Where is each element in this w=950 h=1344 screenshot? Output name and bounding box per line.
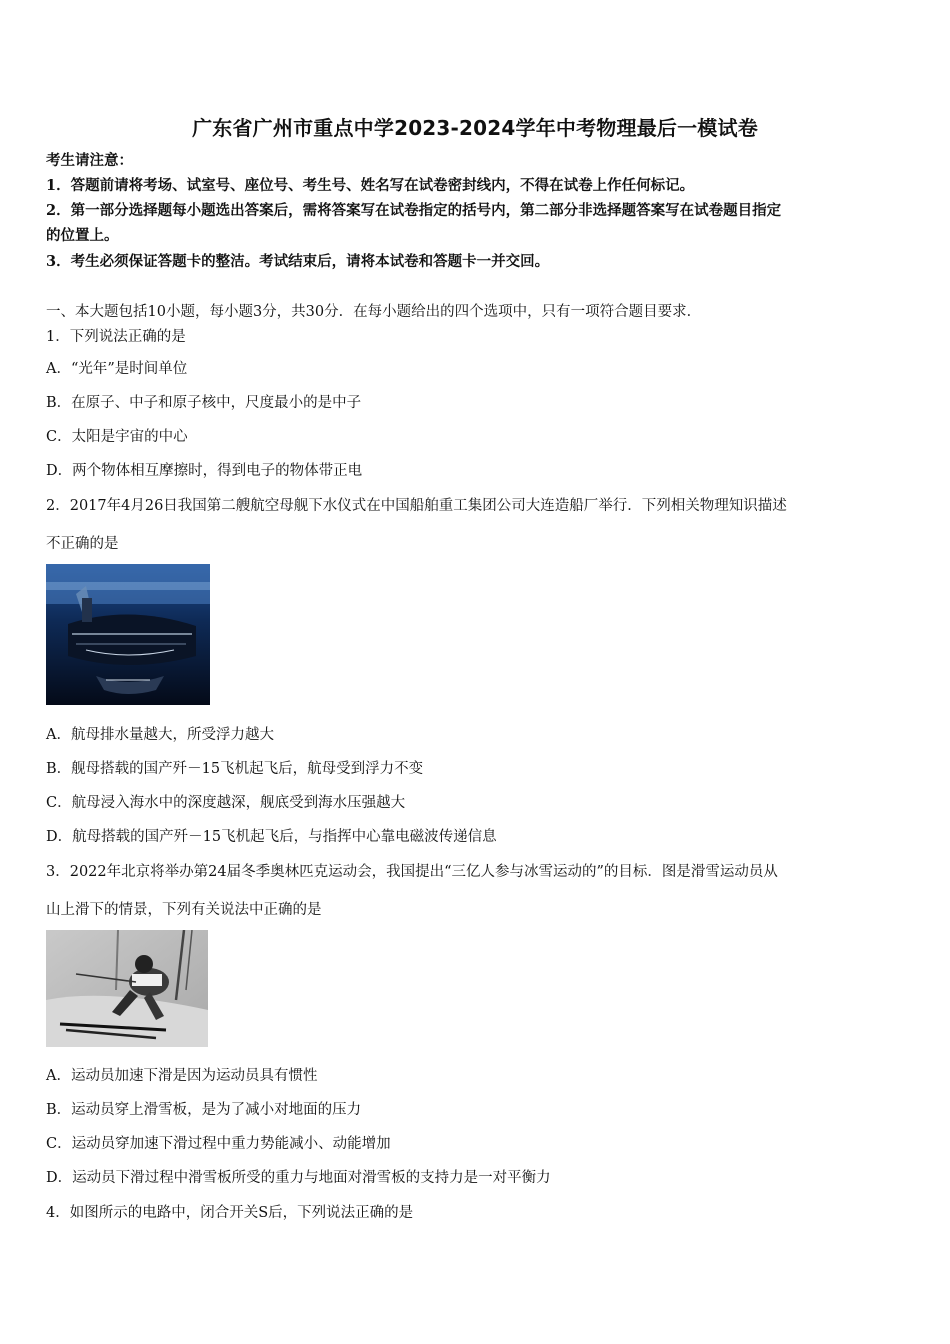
question-3-option-a: A．运动员加速下滑是因为运动员具有惯性: [46, 1068, 318, 1084]
question-2-option-c: C．航母浸入海水中的深度越深，舰底受到海水压强越大: [46, 795, 406, 811]
question-3-stem: 3．2022年北京将举办第24届冬季奥林匹克运动会，我国提出“三亿人参与冰雪运动的”的目标．图是滑雪运动员从: [46, 864, 778, 880]
section-heading: 一、本大题包括10小题，每小题3分，共30分．在每小题给出的四个选项中，只有一项符合题目要求．: [46, 304, 702, 320]
page-title: 广东省广州市重点中学2023-2024学年中考物理最后一模试卷: [192, 116, 758, 140]
question-4-stem: 4．如图所示的电路中，闭合开关S后，下列说法正确的是: [46, 1205, 414, 1221]
question-1-option-d: D．两个物体相互摩擦时，得到电子的物体带正电: [46, 463, 363, 479]
notice-item: 的位置上。: [46, 227, 119, 244]
question-2-stem: 2．2017年4月26日我国第二艘航空母舰下水仪式在中国船舶重工集团公司大连造船厂举行．下列相关物理知识描述: [46, 498, 787, 514]
question-2-stem-cont: 不正确的是: [46, 536, 119, 552]
question-3-stem-cont: 山上滑下的情景，下列有关说法中正确的是: [46, 902, 322, 918]
question-1-option-c: C．太阳是宇宙的中心: [46, 429, 188, 445]
question-3-option-c: C．运动员穿加速下滑过程中重力势能减小、动能增加: [46, 1136, 391, 1152]
question-3-option-b: B．运动员穿上滑雪板，是为了减小对地面的压力: [46, 1102, 362, 1118]
question-1-option-a: A．“光年”是时间单位: [46, 361, 188, 377]
question-3-option-d: D．运动员下滑过程中滑雪板所受的重力与地面对滑雪板的支持力是一对平衡力: [46, 1170, 551, 1186]
notice-item: 1．答题前请将考场、试室号、座位号、考生号、姓名写在试卷密封线内，不得在试卷上作任何标记。: [46, 177, 695, 194]
question-2-option-b: B．舰母搭载的国产歼－15飞机起飞后，航母受到浮力不变: [46, 761, 424, 777]
question-2-option-a: A．航母排水量越大，所受浮力越大: [46, 727, 274, 743]
question-2-option-d: D．航母搭载的国产歼－15飞机起飞后，与指挥中心靠电磁波传递信息: [46, 829, 497, 845]
skier-image: [46, 930, 208, 1047]
question-1-stem: 1．下列说法正确的是: [46, 329, 186, 345]
notice-item: 2．第一部分选择题每小题选出答案后，需将答案写在试卷指定的括号内，第二部分非选择题答案写在试卷题目指定: [46, 202, 782, 219]
notice-heading: 考生请注意：: [46, 152, 133, 169]
aircraft-carrier-image: [46, 564, 210, 705]
question-1-option-b: B．在原子、中子和原子核中，尺度最小的是中子: [46, 395, 362, 411]
notice-item: 3．考生必须保证答题卡的整洁。考试结束后，请将本试卷和答题卡一并交回。: [46, 253, 550, 270]
